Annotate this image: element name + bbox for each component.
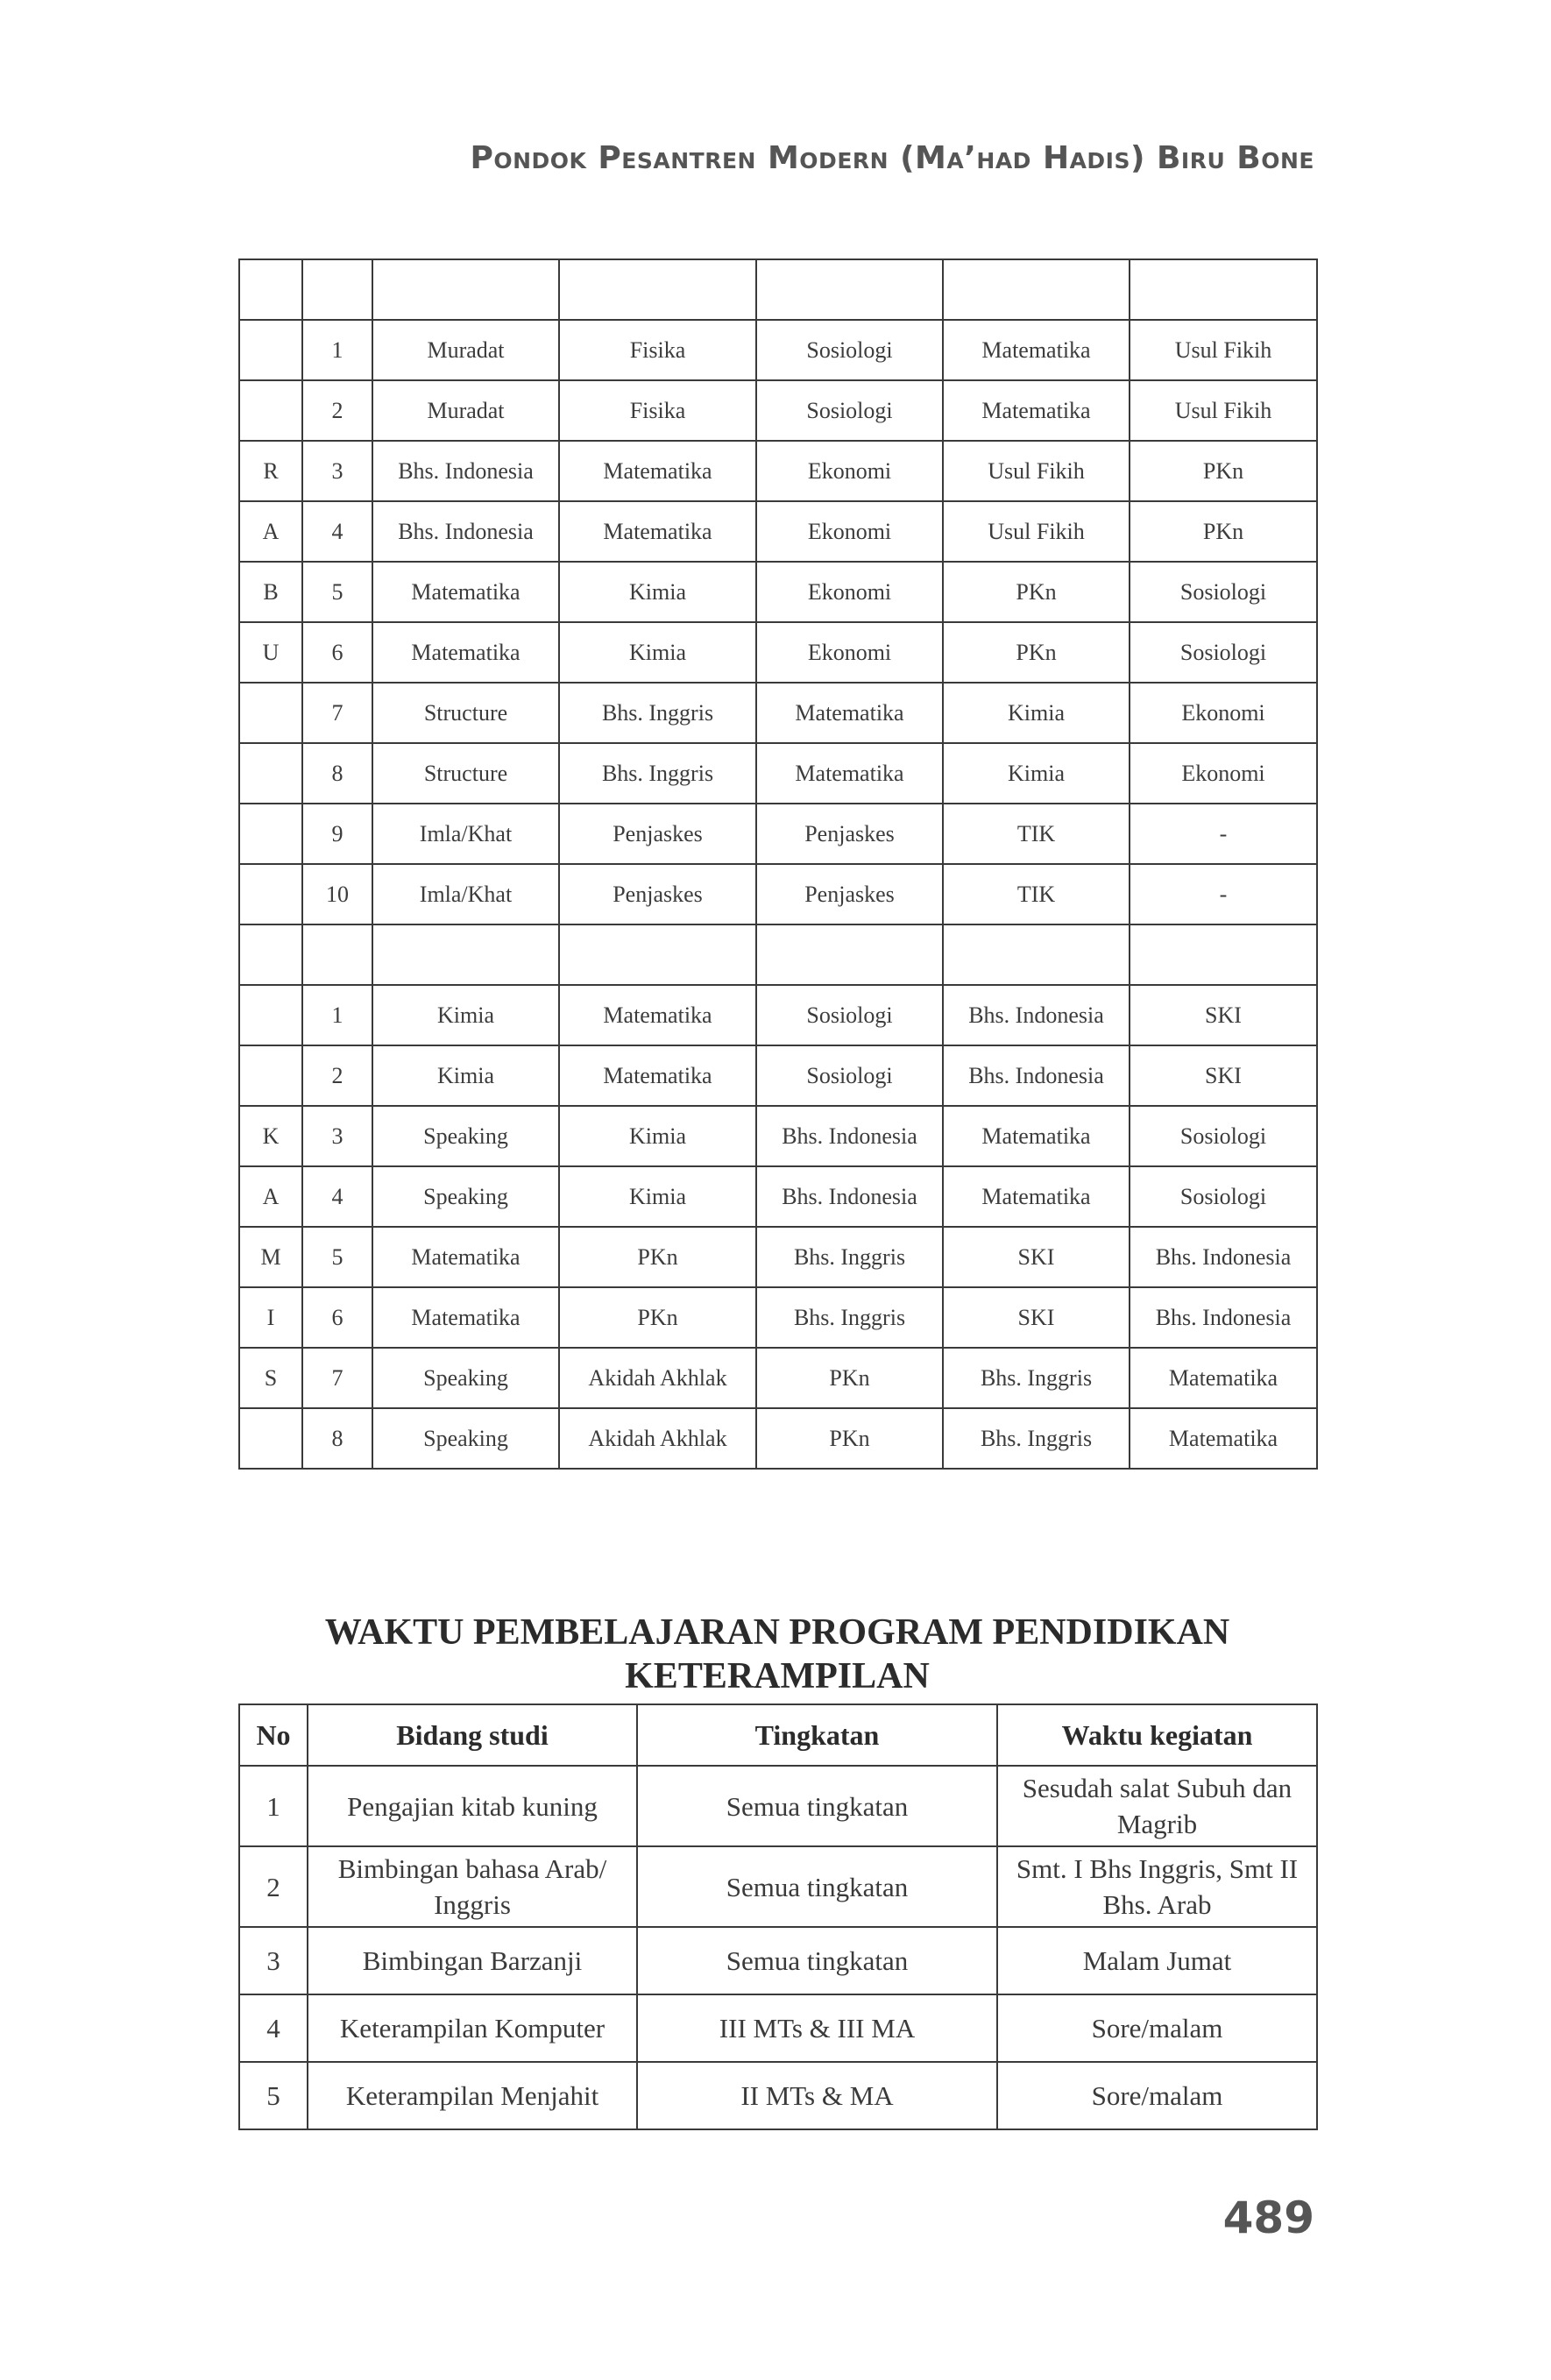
schedule-day-letter: S — [239, 1348, 302, 1408]
schedule-row — [239, 804, 1317, 864]
schedule-subject-cell: Matematika — [1130, 1348, 1317, 1408]
schedule-row — [239, 864, 1317, 924]
schedule-subject-cell: Penjaskes — [756, 864, 943, 924]
schedule-subject-cell: Bhs. Inggris — [559, 683, 756, 743]
schedule-empty-cell — [943, 924, 1130, 985]
schedule-subject-cell: Kimia — [559, 1106, 756, 1166]
schedule-subject-cell: Fisika — [559, 320, 756, 380]
schedule-day-letter — [239, 743, 302, 804]
schedule-period-no: 2 — [302, 380, 372, 441]
schedule-subject-cell: Speaking — [372, 1166, 559, 1227]
schedule-body — [239, 259, 1317, 1469]
schedule-subject-cell: Muradat — [372, 320, 559, 380]
page-number: 489 — [1222, 2192, 1314, 2243]
schedule-empty-cell — [239, 259, 302, 320]
schedule-subject-cell: Bhs. Indonesia — [1130, 1227, 1317, 1287]
class-schedule-table — [238, 259, 1318, 1470]
schedule-subject-cell: Kimia — [372, 985, 559, 1045]
schedule-day-letter: M — [239, 1227, 302, 1287]
schedule-row — [239, 622, 1317, 683]
schedule-subject-cell: Penjaskes — [559, 864, 756, 924]
schedule-subject-cell: Ekonomi — [756, 562, 943, 622]
schedule-subject-cell: Matematika — [756, 743, 943, 804]
schedule-subject-cell: Matematika — [559, 985, 756, 1045]
schedule-subject-cell: Sosiologi — [1130, 1106, 1317, 1166]
schedule-subject-cell: Imla/Khat — [372, 864, 559, 924]
skills-cell-tingkatan: III MTs & III MA — [637, 1994, 997, 2062]
schedule-day-letter — [239, 683, 302, 743]
schedule-subject-cell: Kimia — [943, 683, 1130, 743]
schedule-subject-cell: Kimia — [943, 743, 1130, 804]
schedule-period-no: 8 — [302, 743, 372, 804]
schedule-row — [239, 985, 1317, 1045]
schedule-period-no: 5 — [302, 562, 372, 622]
schedule-subject-cell: Bhs. Indonesia — [756, 1166, 943, 1227]
schedule-row — [239, 1287, 1317, 1348]
schedule-subject-cell: Matematika — [559, 501, 756, 562]
schedule-subject-cell: Speaking — [372, 1348, 559, 1408]
schedule-subject-cell: Bhs. Inggris — [756, 1227, 943, 1287]
schedule-day-letter — [239, 380, 302, 441]
schedule-subject-cell: Sosiologi — [1130, 562, 1317, 622]
schedule-subject-cell: Muradat — [372, 380, 559, 441]
schedule-subject-cell: Penjaskes — [559, 804, 756, 864]
skills-cell-waktu: Sore/malam — [997, 1994, 1317, 2062]
skills-cell-bidang: Bimbingan bahasa Arab/ Inggris — [308, 1846, 637, 1927]
schedule-period-no: 7 — [302, 683, 372, 743]
schedule-subject-cell: SKI — [1130, 1045, 1317, 1106]
skills-cell-bidang: Keterampilan Komputer — [308, 1994, 637, 2062]
schedule-subject-cell: Speaking — [372, 1106, 559, 1166]
skills-header-row — [239, 1704, 1317, 1766]
schedule-subject-cell: Bhs. Inggris — [756, 1287, 943, 1348]
schedule-period-no: 10 — [302, 864, 372, 924]
schedule-subject-cell: TIK — [943, 804, 1130, 864]
schedule-blank-row — [239, 924, 1317, 985]
schedule-subject-cell: TIK — [943, 864, 1130, 924]
schedule-subject-cell: PKn — [943, 622, 1130, 683]
header-waktu-kegiatan: Waktu kegiatan — [997, 1704, 1317, 1766]
schedule-subject-cell: Sosiologi — [1130, 622, 1317, 683]
schedule-day-letter — [239, 985, 302, 1045]
schedule-subject-cell: PKn — [756, 1408, 943, 1469]
schedule-subject-cell: PKn — [559, 1287, 756, 1348]
schedule-empty-cell — [302, 924, 372, 985]
skills-row — [239, 1846, 1317, 1927]
schedule-period-no: 4 — [302, 1166, 372, 1227]
skills-row — [239, 2062, 1317, 2129]
schedule-subject-cell: Usul Fikih — [943, 501, 1130, 562]
schedule-empty-cell — [302, 259, 372, 320]
schedule-subject-cell: Matematika — [372, 622, 559, 683]
schedule-subject-cell: Matematika — [756, 683, 943, 743]
schedule-subject-cell: PKn — [943, 562, 1130, 622]
schedule-subject-cell: Matematika — [372, 1287, 559, 1348]
schedule-period-no: 3 — [302, 1106, 372, 1166]
schedule-period-no: 2 — [302, 1045, 372, 1106]
schedule-subject-cell: Sosiologi — [756, 380, 943, 441]
schedule-empty-cell — [756, 924, 943, 985]
schedule-subject-cell: Matematika — [943, 320, 1130, 380]
schedule-subject-cell: Akidah Akhlak — [559, 1408, 756, 1469]
skills-cell-waktu: Sore/malam — [997, 2062, 1317, 2129]
schedule-subject-cell: Matematika — [559, 441, 756, 501]
schedule-period-no: 4 — [302, 501, 372, 562]
schedule-empty-cell — [239, 924, 302, 985]
header-no: No — [239, 1704, 308, 1766]
schedule-empty-cell — [372, 924, 559, 985]
schedule-subject-cell: Sosiologi — [756, 320, 943, 380]
skills-cell-bidang: Keterampilan Menjahit — [308, 2062, 637, 2129]
schedule-row — [239, 501, 1317, 562]
schedule-day-letter: U — [239, 622, 302, 683]
schedule-subject-cell: Sosiologi — [756, 985, 943, 1045]
skills-cell-waktu: Sesudah salat Subuh dan Magrib — [997, 1766, 1317, 1846]
schedule-subject-cell: Ekonomi — [756, 501, 943, 562]
skills-cell-waktu: Malam Jumat — [997, 1927, 1317, 1994]
skills-cell-bidang: Bimbingan Barzanji — [308, 1927, 637, 1994]
schedule-subject-cell: Ekonomi — [1130, 743, 1317, 804]
schedule-subject-cell: Usul Fikih — [1130, 320, 1317, 380]
skills-cell-no: 1 — [239, 1766, 308, 1846]
schedule-subject-cell: Matematika — [372, 562, 559, 622]
schedule-row — [239, 1106, 1317, 1166]
schedule-subject-cell: Kimia — [559, 562, 756, 622]
schedule-subject-cell: Bhs. Indonesia — [372, 501, 559, 562]
schedule-subject-cell: Bhs. Indonesia — [943, 1045, 1130, 1106]
schedule-row — [239, 1348, 1317, 1408]
schedule-row — [239, 441, 1317, 501]
schedule-row — [239, 743, 1317, 804]
schedule-period-no: 1 — [302, 320, 372, 380]
schedule-period-no: 7 — [302, 1348, 372, 1408]
schedule-subject-cell: Imla/Khat — [372, 804, 559, 864]
schedule-row — [239, 1045, 1317, 1106]
schedule-empty-cell — [1130, 259, 1317, 320]
schedule-subject-cell: Usul Fikih — [943, 441, 1130, 501]
schedule-row — [239, 683, 1317, 743]
skills-cell-no: 5 — [239, 2062, 308, 2129]
schedule-subject-cell: Bhs. Indonesia — [943, 985, 1130, 1045]
schedule-subject-cell: Kimia — [559, 1166, 756, 1227]
schedule-day-letter: I — [239, 1287, 302, 1348]
schedule-subject-cell: Penjaskes — [756, 804, 943, 864]
schedule-row — [239, 1408, 1317, 1469]
schedule-subject-cell: Bhs. Inggris — [559, 743, 756, 804]
schedule-day-letter: K — [239, 1106, 302, 1166]
header-tingkatan: Tingkatan — [637, 1704, 997, 1766]
schedule-subject-cell: Ekonomi — [756, 622, 943, 683]
schedule-day-letter: R — [239, 441, 302, 501]
schedule-day-letter — [239, 864, 302, 924]
schedule-period-no: 6 — [302, 622, 372, 683]
schedule-subject-cell: SKI — [943, 1287, 1130, 1348]
schedule-subject-cell: Sosiologi — [1130, 1166, 1317, 1227]
skills-cell-no: 3 — [239, 1927, 308, 1994]
schedule-row — [239, 320, 1317, 380]
schedule-day-letter: A — [239, 1166, 302, 1227]
schedule-subject-cell: Bhs. Indonesia — [756, 1106, 943, 1166]
schedule-day-letter — [239, 320, 302, 380]
skills-cell-no: 2 — [239, 1846, 308, 1927]
skills-program-table — [238, 1704, 1318, 2130]
schedule-subject-cell: Bhs. Indonesia — [372, 441, 559, 501]
schedule-subject-cell: PKn — [1130, 441, 1317, 501]
skills-cell-tingkatan: Semua tingkatan — [637, 1927, 997, 1994]
skills-cell-tingkatan: Semua tingkatan — [637, 1846, 997, 1927]
schedule-subject-cell: Kimia — [372, 1045, 559, 1106]
running-header: Pondok Pesantren Modern (Ma’had Hadis) Biru Bone — [470, 140, 1314, 176]
schedule-period-no: 5 — [302, 1227, 372, 1287]
schedule-subject-cell: Bhs. Inggris — [943, 1348, 1130, 1408]
schedule-subject-cell: Structure — [372, 683, 559, 743]
schedule-period-no: 1 — [302, 985, 372, 1045]
schedule-subject-cell: Matematika — [372, 1227, 559, 1287]
schedule-period-no: 8 — [302, 1408, 372, 1469]
schedule-subject-cell: Usul Fikih — [1130, 380, 1317, 441]
schedule-subject-cell: Kimia — [559, 622, 756, 683]
schedule-subject-cell: PKn — [756, 1348, 943, 1408]
schedule-day-letter: A — [239, 501, 302, 562]
schedule-subject-cell: Matematika — [943, 1106, 1130, 1166]
schedule-subject-cell: Ekonomi — [1130, 683, 1317, 743]
schedule-subject-cell: Structure — [372, 743, 559, 804]
schedule-subject-cell: Speaking — [372, 1408, 559, 1469]
schedule-subject-cell: Bhs. Inggris — [943, 1408, 1130, 1469]
schedule-period-no: 6 — [302, 1287, 372, 1348]
section-title — [238, 1611, 1316, 1698]
schedule-row — [239, 1227, 1317, 1287]
schedule-empty-cell — [756, 259, 943, 320]
skills-row — [239, 1927, 1317, 1994]
schedule-row — [239, 562, 1317, 622]
schedule-subject-cell: SKI — [1130, 985, 1317, 1045]
schedule-subject-cell: Matematika — [1130, 1408, 1317, 1469]
schedule-subject-cell: Matematika — [943, 1166, 1130, 1227]
schedule-day-letter — [239, 1045, 302, 1106]
schedule-row — [239, 1166, 1317, 1227]
schedule-day-letter — [239, 1408, 302, 1469]
section-title-line-2: KETERAMPILAN — [625, 1656, 930, 1696]
skills-cell-tingkatan: II MTs & MA — [637, 2062, 997, 2129]
schedule-day-letter: B — [239, 562, 302, 622]
schedule-subject-cell: Fisika — [559, 380, 756, 441]
schedule-subject-cell: Bhs. Indonesia — [1130, 1287, 1317, 1348]
skills-row — [239, 1766, 1317, 1846]
skills-cell-tingkatan: Semua tingkatan — [637, 1766, 997, 1846]
skills-cell-waktu: Smt. I Bhs Inggris, Smt II Bhs. Arab — [997, 1846, 1317, 1927]
schedule-empty-cell — [1130, 924, 1317, 985]
schedule-day-letter — [239, 804, 302, 864]
schedule-subject-cell: SKI — [943, 1227, 1130, 1287]
schedule-subject-cell: PKn — [1130, 501, 1317, 562]
skills-cell-bidang: Pengajian kitab kuning — [308, 1766, 637, 1846]
schedule-subject-cell: PKn — [559, 1227, 756, 1287]
schedule-subject-cell: - — [1130, 804, 1317, 864]
skills-cell-no: 4 — [239, 1994, 308, 2062]
schedule-subject-cell: Sosiologi — [756, 1045, 943, 1106]
schedule-empty-cell — [559, 259, 756, 320]
schedule-subject-cell: Akidah Akhlak — [559, 1348, 756, 1408]
schedule-row — [239, 380, 1317, 441]
schedule-blank-row — [239, 259, 1317, 320]
header-bidang-studi: Bidang studi — [308, 1704, 637, 1766]
schedule-period-no: 9 — [302, 804, 372, 864]
schedule-empty-cell — [943, 259, 1130, 320]
schedule-empty-cell — [559, 924, 756, 985]
skills-row — [239, 1994, 1317, 2062]
schedule-subject-cell: Ekonomi — [756, 441, 943, 501]
schedule-subject-cell: Matematika — [559, 1045, 756, 1106]
schedule-empty-cell — [372, 259, 559, 320]
schedule-subject-cell: - — [1130, 864, 1317, 924]
schedule-subject-cell: Matematika — [943, 380, 1130, 441]
schedule-period-no: 3 — [302, 441, 372, 501]
section-title-line-1: WAKTU PEMBELAJARAN PROGRAM PENDIDIKAN — [324, 1612, 1230, 1653]
